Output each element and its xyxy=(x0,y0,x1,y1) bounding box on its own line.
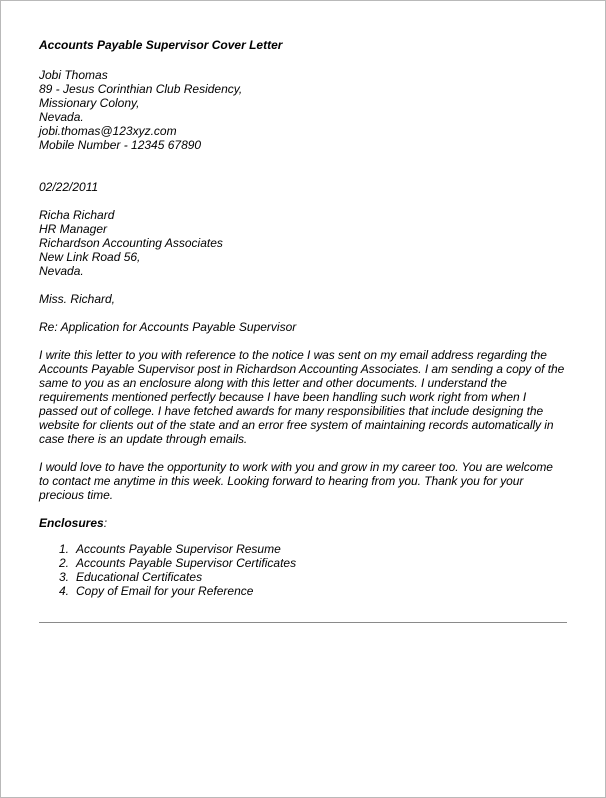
list-item-number: 4. xyxy=(59,584,70,598)
enclosures-label: Enclosures xyxy=(39,516,104,530)
recipient-state: Nevada. xyxy=(39,264,84,278)
sender-address xyxy=(39,68,569,152)
list-item-text: Educational Certificates xyxy=(76,570,203,584)
list-item-number: 3. xyxy=(59,570,70,584)
cover-letter xyxy=(39,38,569,598)
recipient-title: HR Manager xyxy=(39,222,108,236)
sender-street: 89 - Jesus Corinthian Club Residency, xyxy=(39,82,243,96)
list-item-number: 2. xyxy=(59,556,70,570)
recipient-street: New Link Road 56, xyxy=(39,250,141,264)
list-item xyxy=(59,570,569,584)
recipient-name: Richa Richard xyxy=(39,208,115,222)
list-item xyxy=(59,542,569,556)
bottom-divider xyxy=(39,622,567,623)
sender-locality: Missionary Colony, xyxy=(39,96,140,110)
body-paragraph-1: I write this letter to you with reference to the notice I was sent on my email address regarding the Accounts Payable Supervisor post in Richardson Accounting Associates. I am sending a copy of the same to you as an enclosure along with this letter and other documents. I understand the requirements mentioned perfectly because I have been handling such work right from when I passed out of college. I have fetched awards for many responsibilities that include designing the website for clients out of the state and an error free system of maintaining records automatically in case there is an update through emails. xyxy=(39,348,565,446)
recipient-address xyxy=(39,208,569,278)
sender-email: jobi.thomas@123xyz.com xyxy=(39,124,177,138)
list-item xyxy=(59,556,569,570)
subject-line: Re: Application for Accounts Payable Supervisor xyxy=(39,320,297,334)
letter-date: 02/22/2011 xyxy=(39,180,99,194)
list-item xyxy=(59,584,569,598)
sender-name: Jobi Thomas xyxy=(39,68,108,82)
list-item-number: 1. xyxy=(59,542,70,556)
list-item-text: Accounts Payable Supervisor Certificates xyxy=(76,556,297,570)
list-item-text: Accounts Payable Supervisor Resume xyxy=(76,542,281,556)
recipient-company: Richardson Accounting Associates xyxy=(39,236,223,250)
body-paragraph-2: I would love to have the opportunity to work with you and grow in my career too. You are welcome to contact me anytime in this week. Looking forward to hearing from you. Thank you for your precious time. xyxy=(39,460,553,502)
enclosures-heading xyxy=(39,516,569,530)
salutation: Miss. Richard, xyxy=(39,292,116,306)
enclosures-colon: : xyxy=(103,516,108,530)
enclosures-list xyxy=(39,542,569,598)
list-item-text: Copy of Email for your Reference xyxy=(76,584,254,598)
sender-state: Nevada. xyxy=(39,110,84,124)
letter-title: Accounts Payable Supervisor Cover Letter xyxy=(39,38,283,52)
sender-phone: Mobile Number - 12345 67890 xyxy=(39,138,202,152)
